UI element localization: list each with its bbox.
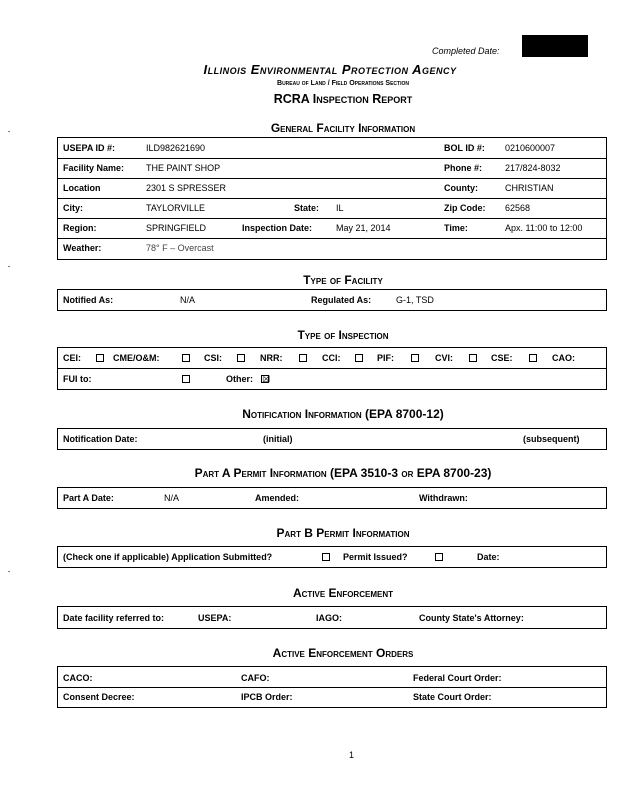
weather-label: Weather:	[63, 243, 102, 253]
notified-as-value: N/A	[180, 295, 196, 305]
scan-speck	[8, 131, 10, 132]
region-value: SPRINGFIELD	[146, 223, 207, 233]
general-facility-table	[57, 137, 607, 260]
cme-checkbox[interactable]	[182, 354, 190, 362]
time-value: Apx. 11:00 to 12:00	[505, 223, 583, 233]
other-checkbox-checked[interactable]: ☒	[262, 374, 271, 384]
nrr-label: NRR:	[260, 353, 283, 363]
pif-label: PIF:	[377, 353, 394, 363]
location-label: Location	[63, 183, 101, 193]
usepa-id-value: ILD982621690	[146, 143, 206, 153]
notification-heading: Notification Information (EPA 8700-12)	[242, 407, 444, 421]
row-region	[58, 218, 606, 239]
notified-as-label: Notified As:	[63, 295, 114, 305]
location-value: 2301 S SPRESSER	[146, 183, 227, 193]
regulated-as-value: G-1, TSD	[396, 295, 434, 305]
general-facility-heading: General Facility Information	[270, 121, 416, 135]
county-value: CHRISTIAN	[505, 183, 554, 193]
bol-id-value: 0210600007	[505, 143, 556, 153]
type-of-inspection-heading: Type of Inspection	[297, 328, 389, 342]
part-a-date-label: Part A Date:	[63, 493, 114, 503]
cei-checkbox[interactable]	[96, 354, 104, 362]
bol-id-label: BOL ID #:	[444, 143, 485, 153]
cvi-label: CVI:	[435, 353, 453, 363]
type-of-facility-table	[57, 289, 607, 311]
ipcb-order-label: IPCB Order:	[241, 692, 293, 702]
permit-issued-checkbox[interactable]	[435, 553, 443, 561]
part-a-date-value: N/A	[164, 493, 180, 503]
active-enforcement-table	[57, 606, 607, 629]
row-weather	[58, 238, 606, 258]
agency-title: Illinois Environmental Protection Agency	[203, 62, 457, 77]
caco-label: CACO:	[63, 673, 93, 683]
fui-checkbox[interactable]	[182, 375, 190, 383]
row-facility	[58, 158, 606, 179]
other-label: Other:	[226, 374, 253, 384]
iago-label: IAGO:	[316, 613, 342, 623]
application-submitted-label: (Check one if applicable) Application Submitted?	[63, 552, 273, 562]
permit-issued-label: Permit Issued?	[343, 552, 408, 562]
report-title: RCRA Inspection Report	[273, 92, 413, 106]
state-label: State:	[294, 203, 320, 213]
scan-speck	[8, 266, 10, 267]
initial-label: (initial)	[263, 434, 293, 444]
usepa-referral-label: USEPA:	[198, 613, 232, 623]
cci-label: CCI:	[322, 353, 341, 363]
state-value: IL	[336, 203, 344, 213]
pif-checkbox[interactable]	[411, 354, 419, 362]
page-number: 1	[349, 750, 355, 760]
part-b-heading: Part B Permit Information	[276, 526, 410, 540]
csi-label: CSI:	[204, 353, 222, 363]
withdrawn-label: Withdrawn:	[419, 493, 468, 503]
city-label: City:	[63, 203, 83, 213]
completed-date-label: Completed Date:	[432, 46, 500, 56]
cvi-checkbox[interactable]	[469, 354, 477, 362]
referred-label: Date facility referred to:	[63, 613, 165, 623]
active-enforcement-heading: Active Enforcement	[292, 586, 393, 600]
bureau-subtitle: Bureau of Land / Field Operations Section	[277, 80, 409, 87]
time-label: Time:	[444, 223, 468, 233]
inspection-row-2	[58, 368, 606, 389]
subsequent-label: (subsequent)	[523, 434, 580, 444]
state-court-order-label: State Court Order:	[413, 692, 492, 702]
notification-date-label: Notification Date:	[63, 434, 138, 444]
facility-name-value: THE PAINT SHOP	[146, 163, 221, 173]
phone-label: Phone #:	[444, 163, 483, 173]
consent-decree-label: Consent Decree:	[63, 692, 135, 702]
weather-value: 78° F – Overcast	[146, 243, 214, 253]
states-attorney-label: County State's Attorney:	[419, 613, 524, 623]
part-a-table	[57, 487, 607, 509]
part-a-heading: Part A Permit Information (EPA 3510-3 or EPA 8700-23)	[194, 466, 492, 480]
cei-label: CEI:	[63, 353, 81, 363]
cme-label: CME/O&M:	[113, 353, 160, 363]
inspection-date-value: May 21, 2014	[336, 223, 391, 233]
usepa-id-label: USEPA ID #:	[63, 143, 116, 153]
redaction-block	[522, 35, 588, 57]
scan-speck	[8, 571, 10, 572]
region-label: Region:	[63, 223, 97, 233]
inspection-row-1	[58, 348, 606, 369]
row-usepa	[58, 138, 606, 159]
enforcement-orders-heading: Active Enforcement Orders	[272, 646, 414, 660]
cci-checkbox[interactable]	[355, 354, 363, 362]
csi-checkbox[interactable]	[237, 354, 245, 362]
nrr-checkbox[interactable]	[299, 354, 307, 362]
orders-row-1	[58, 667, 606, 688]
facility-name-label: Facility Name:	[63, 163, 125, 173]
phone-value: 217/824-8032	[505, 163, 561, 173]
application-submitted-checkbox[interactable]	[322, 553, 330, 561]
federal-court-order-label: Federal Court Order:	[413, 673, 502, 683]
inspection-date-label: Inspection Date:	[242, 223, 313, 233]
regulated-as-label: Regulated As:	[311, 295, 372, 305]
orders-row-2	[58, 687, 606, 707]
cao-label: CAO:	[552, 353, 575, 363]
enforcement-orders-table	[57, 666, 607, 708]
cse-label: CSE:	[491, 353, 513, 363]
fui-label: FUI to:	[63, 374, 92, 384]
type-of-inspection-table	[57, 347, 607, 390]
part-b-date-label: Date:	[477, 552, 500, 562]
row-city	[58, 198, 606, 219]
amended-label: Amended:	[255, 493, 300, 503]
row-location	[58, 178, 606, 199]
type-of-facility-heading: Type of Facility	[303, 273, 383, 287]
cafo-label: CAFO:	[241, 673, 270, 683]
notification-table	[57, 428, 607, 450]
zip-label: Zip Code:	[444, 203, 486, 213]
city-value: TAYLORVILLE	[146, 203, 206, 213]
part-b-table	[57, 546, 607, 568]
county-label: County:	[444, 183, 478, 193]
cse-checkbox[interactable]	[529, 354, 537, 362]
zip-value: 62568	[505, 203, 531, 213]
